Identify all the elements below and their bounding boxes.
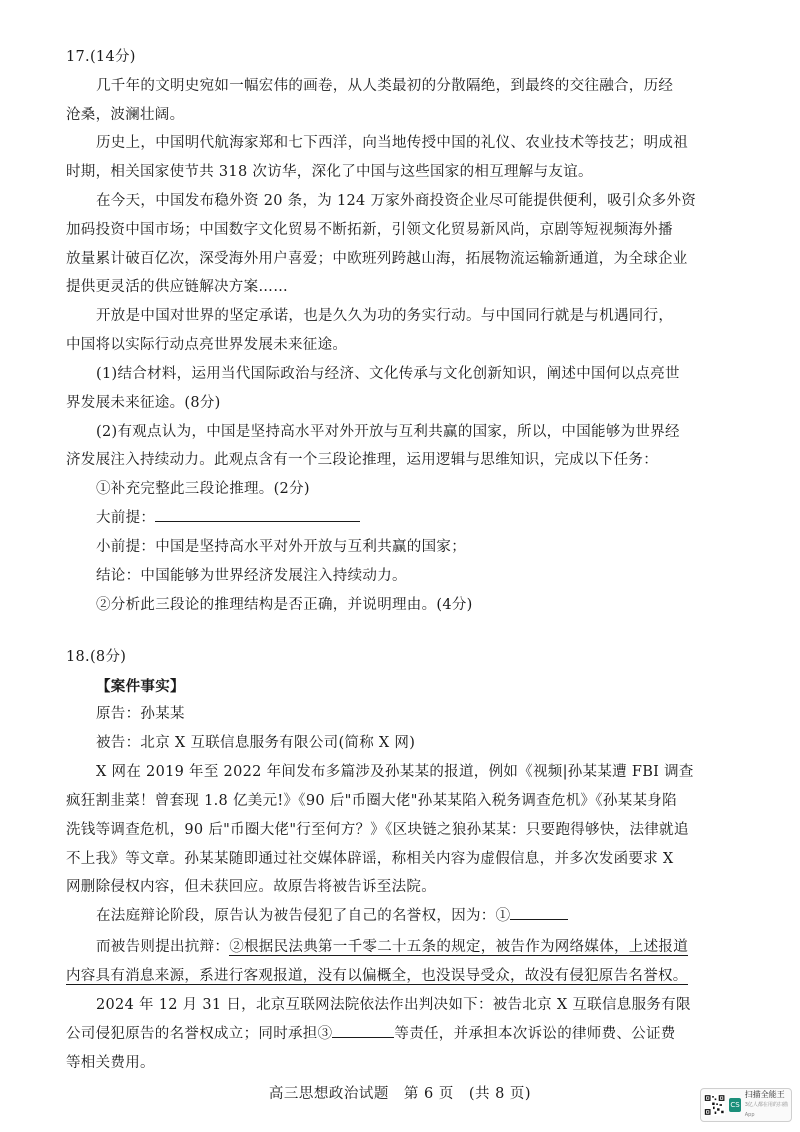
q17-line: 加码投资中国市场；中国数字文化贸易不断拓新，引领文化贸易新风尚，京剧等短视频海外播 xyxy=(66,222,673,238)
case-line: 网删除侵权内容，但未获回应。故原告将被告诉至法院。 xyxy=(66,879,436,895)
q17-line: 中国将以实际行动点亮世界发展未来征途。 xyxy=(66,337,348,353)
defense-row xyxy=(96,932,728,963)
defense-underlined-2 xyxy=(66,961,728,992)
q17-line: 在今天，中国发布稳外资 20 条，为 124 万家外商投资企业尽可能提供便利，吸引众多外资 xyxy=(96,193,697,209)
verdict-suffix: 等责任，并承担本次诉讼的律师费、公证费 xyxy=(394,1026,676,1042)
major-premise-label: 大前提： xyxy=(96,510,156,526)
verdict-line-1: 2024 年 12 月 31 日，北京互联网法院依法作出判决如下：被告北京 X 互联信息服务有限 xyxy=(96,997,691,1013)
case-facts-title: 【案件事实】 xyxy=(96,678,185,695)
q17-line: 时期，相关国家使节共 318 次访华，深化了中国与这些国家的相互理解与友谊。 xyxy=(66,164,593,180)
blank-3 xyxy=(332,1021,394,1038)
q17-line: 放量累计破百亿次，深受海外用户喜爱；中欧班列跨越山海，拓展物流运输新通道，为全球企业 xyxy=(66,251,688,267)
verdict-prefix: 公司侵犯原告的名誉权成立；同时承担③ xyxy=(66,1026,333,1042)
defense-prefix: 而被告则提出抗辩： xyxy=(96,939,230,955)
verdict-line-2 xyxy=(66,1019,728,1050)
q18-header: 18.(8分) xyxy=(66,649,127,665)
debate-row xyxy=(96,901,728,932)
defense-underlined-1: ②根据民法典第一千零二十五条的规定，被告作为网络媒体，上述报道 xyxy=(229,939,688,955)
case-line: 疯狂割韭菜！曾套现 1.8 亿美元!》《90 后"币圈大佬"孙某某陷入税务调查危机》《孙某某身陷 xyxy=(66,793,677,809)
q17-line: 提供更灵活的供应链解决方案…… xyxy=(66,279,288,295)
scanner-app-slogan: 3亿人都在用的扫描App xyxy=(744,1102,788,1118)
q17-line: 界发展未来征途。(8分) xyxy=(66,395,221,411)
case-line: X 网在 2019 年至 2022 年间发布多篇涉及孙某某的报道，例如《视频|孙某某遭 FBI 调查 xyxy=(96,764,694,780)
debate-text: 在法庭辩论阶段，原告认为被告侵犯了自己的名誉权，因为：① xyxy=(96,908,511,924)
q17-header: 17.(14分) xyxy=(66,49,136,65)
q17-task-1: ①补充完整此三段论推理。(2分) xyxy=(96,481,310,497)
q17-subquestion-2: (2)有观点认为，中国是坚持高水平对外开放与互利共赢的国家，所以，中国能够为世界经 xyxy=(96,424,680,440)
q17-line: 历史上，中国明代航海家郑和七下西洋，向当地传授中国的礼仪、农业技术等技艺；明成祖 xyxy=(96,135,688,151)
q17-line: 沧桑，波澜壮阔。 xyxy=(66,107,185,123)
cs-logo-icon: CS xyxy=(729,1098,740,1112)
defendant: 被告：北京 X 互联信息服务有限公司(简称 X 网) xyxy=(96,735,416,751)
q17-line: 济发展注入持续动力。此观点含有一个三段论推理，运用逻辑与思维知识，完成以下任务： xyxy=(66,452,658,468)
major-premise-blank xyxy=(155,505,360,522)
q17-subquestion-1: (1)结合材料，运用当代国际政治与经济、文化传承与文化创新知识，阐述中国何以点亮世 xyxy=(96,366,680,382)
major-premise-row xyxy=(96,503,728,534)
case-line: 洗钱等调查危机，90 后"币圈大佬"行至何方？》《区块链之狼孙某某：只要跑得够快，法律就追 xyxy=(66,822,689,838)
page-footer: 高三思想政治试题 第 6 页 (共 8 页) xyxy=(268,1086,532,1102)
defense-line-2-text: 内容具有消息来源，系进行客观报道，没有以偏概全，也没误导受众，故没有侵犯原告名誉权。 xyxy=(66,968,688,984)
q17-task-2: ②分析此三段论的推理结构是否正确，并说明理由。(4分) xyxy=(96,597,473,613)
blank-1 xyxy=(510,903,568,920)
verdict-line-3: 等相关费用。 xyxy=(66,1055,155,1071)
q17-line: 开放是中国对世界的坚定承诺，也是久久为功的务实行动。与中国同行就是与机遇同行， xyxy=(96,308,674,324)
conclusion: 结论：中国能够为世界经济发展注入持续动力。 xyxy=(96,568,407,584)
q17-line: 几千年的文明史宛如一幅宏伟的画卷，从人类最初的分散隔绝，到最终的交往融合，历经 xyxy=(96,78,674,94)
minor-premise: 小前提：中国是坚持高水平对外开放与互利共赢的国家； xyxy=(96,539,466,555)
scanner-app-name: 扫描全能王 xyxy=(744,1090,785,1099)
case-line: 不上我》等文章。孙某某随即通过社交媒体辟谣，称相关内容为虚假信息，并多次发函要求 X xyxy=(66,851,674,867)
plaintiff: 原告：孙某某 xyxy=(96,706,185,722)
